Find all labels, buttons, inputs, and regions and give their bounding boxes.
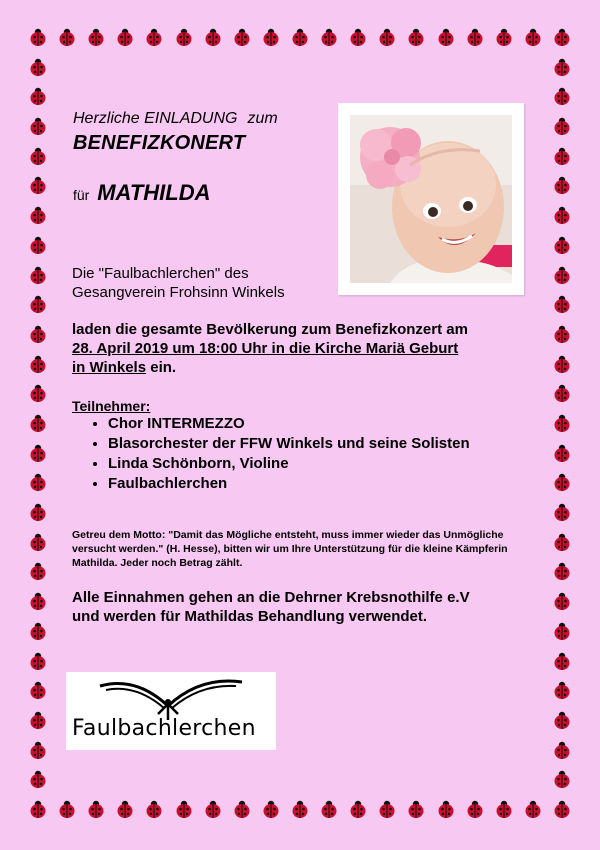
ladybug-icon xyxy=(552,710,572,730)
list-item: • Blasorchester der FFW Winkels und seine Solisten xyxy=(108,434,470,454)
invitation-text: Herzliche EINLADUNG xyxy=(73,110,238,127)
organizer-line-1: Die "Faulbachlerchen" des xyxy=(72,265,249,282)
ladybug-icon xyxy=(28,235,48,255)
ladybug-icon xyxy=(552,27,572,47)
ladybug-icon xyxy=(28,680,48,700)
ladybug-icon xyxy=(232,27,252,47)
ladybug-icon xyxy=(552,265,572,285)
photo-frame xyxy=(338,103,524,295)
ladybug-icon xyxy=(406,799,426,819)
ladybug-icon xyxy=(57,27,77,47)
child-photo xyxy=(350,115,512,283)
ladybug-icon xyxy=(552,383,572,403)
ladybug-icon xyxy=(203,799,223,819)
ladybug-icon xyxy=(28,383,48,403)
ladybug-icon xyxy=(261,27,281,47)
ladybug-icon xyxy=(465,27,485,47)
zum-text: zum xyxy=(247,110,278,127)
ladybug-icon xyxy=(494,799,514,819)
date-place-2: in Winkels xyxy=(72,359,147,376)
ladybug-icon xyxy=(174,799,194,819)
ladybug-icon xyxy=(28,561,48,581)
ladybug-icon xyxy=(174,27,194,47)
ladybug-icon xyxy=(28,621,48,641)
ladybug-icon xyxy=(261,799,281,819)
ladybug-icon xyxy=(552,354,572,374)
ladybug-icon xyxy=(465,799,485,819)
ladybug-icon xyxy=(28,769,48,789)
ladybug-icon xyxy=(523,799,543,819)
ladybug-icon xyxy=(552,443,572,463)
ladybug-icon xyxy=(86,27,106,47)
invitation-body xyxy=(72,320,532,377)
ladybug-icon xyxy=(552,86,572,106)
ladybug-icon xyxy=(552,532,572,552)
invitation-header xyxy=(73,110,278,155)
ladybug-icon xyxy=(552,235,572,255)
ladybug-icon xyxy=(406,27,426,47)
proceeds-line-2: und werden für Mathildas Behandlung verwendet. xyxy=(72,608,428,625)
ladybug-icon xyxy=(28,799,48,819)
ladybug-icon xyxy=(28,502,48,522)
ladybug-icon xyxy=(28,443,48,463)
organizer-line-2: Gesangverein Frohsinn Winkels xyxy=(72,284,285,301)
for-text: für xyxy=(73,187,90,203)
ladybug-icon xyxy=(552,472,572,492)
ladybug-icon xyxy=(552,591,572,611)
ladybug-icon xyxy=(57,799,77,819)
proceeds-block xyxy=(72,588,532,626)
motto-text: Getreu dem Motto: "Damit das Mögliche entsteht, muss immer wieder das Unmögliche versucht werden." (H. Hesse), bitten wir um Ihre Unterstützung für die kleine Kämpferin Mathilda. Jeder noch Betrag zählt. xyxy=(72,529,508,569)
ladybug-icon xyxy=(436,799,456,819)
ladybug-icon xyxy=(552,205,572,225)
ladybug-icon xyxy=(348,27,368,47)
ladybug-icon xyxy=(377,27,397,47)
ladybug-icon xyxy=(86,799,106,819)
ladybug-icon xyxy=(552,502,572,522)
ladybug-icon xyxy=(552,146,572,166)
ladybug-icon xyxy=(28,413,48,433)
ladybug-icon xyxy=(28,57,48,77)
ladybug-icon xyxy=(290,27,310,47)
invite-end: ein. xyxy=(146,359,177,376)
ladybug-icon xyxy=(28,591,48,611)
list-item: • Chor INTERMEZZO xyxy=(108,414,470,434)
ladybug-icon xyxy=(552,651,572,671)
ladybug-icon xyxy=(28,27,48,47)
proceeds-line-1: Alle Einnahmen gehen an die Dehrner Krebsnothilfe e.V xyxy=(72,589,470,606)
ladybug-icon xyxy=(28,354,48,374)
ladybug-icon xyxy=(552,116,572,136)
ladybug-icon xyxy=(28,265,48,285)
ladybug-icon xyxy=(552,799,572,819)
ladybug-icon xyxy=(552,57,572,77)
beneficiary-name: MATHILDA xyxy=(97,180,211,205)
ladybug-icon xyxy=(28,175,48,195)
ladybug-icon xyxy=(552,175,572,195)
ladybug-icon xyxy=(203,27,223,47)
ladybug-icon xyxy=(348,799,368,819)
ladybug-icon xyxy=(436,27,456,47)
ladybug-icon xyxy=(28,710,48,730)
list-item: • Faulbachlerchen xyxy=(108,474,470,494)
ladybug-icon xyxy=(28,532,48,552)
ladybug-icon xyxy=(552,680,572,700)
ladybug-icon xyxy=(28,86,48,106)
ladybug-icon xyxy=(28,146,48,166)
ladybug-icon xyxy=(28,116,48,136)
ladybug-icon xyxy=(28,651,48,671)
ladybug-icon xyxy=(290,799,310,819)
ladybug-icon xyxy=(144,27,164,47)
ladybug-icon xyxy=(319,799,339,819)
invitation-line xyxy=(73,110,278,128)
ladybug-icon xyxy=(28,472,48,492)
ladybug-icon xyxy=(552,324,572,344)
faulbachlerchen-logo xyxy=(66,672,276,750)
ladybug-icon xyxy=(552,740,572,760)
ladybug-icon xyxy=(494,27,514,47)
participants-list xyxy=(88,414,470,494)
ladybug-icon xyxy=(552,413,572,433)
ladybug-icon xyxy=(552,621,572,641)
ladybug-icon xyxy=(377,799,397,819)
participants-title: Teilnehmer: xyxy=(72,398,151,414)
ladybug-icon xyxy=(28,294,48,314)
ladybug-icon xyxy=(232,799,252,819)
ladybug-icon xyxy=(28,740,48,760)
for-line xyxy=(73,180,210,206)
logo-text: Faulbachlerchen xyxy=(72,716,256,741)
ladybug-icon xyxy=(319,27,339,47)
ladybug-icon xyxy=(115,799,135,819)
ladybug-icon xyxy=(552,561,572,581)
ladybug-icon xyxy=(552,294,572,314)
ladybug-icon xyxy=(28,324,48,344)
ladybug-icon xyxy=(144,799,164,819)
date-place-1: 28. April 2019 um 18:00 Uhr in die Kirche Mariä Geburt xyxy=(72,340,459,357)
ladybug-icon xyxy=(523,27,543,47)
ladybug-icon xyxy=(28,205,48,225)
ladybug-icon xyxy=(115,27,135,47)
list-item: • Linda Schönborn, Violine xyxy=(108,454,470,474)
invite-line-1: laden die gesamte Bevölkerung zum Benefizkonzert am xyxy=(72,321,468,338)
ladybug-icon xyxy=(552,769,572,789)
organizer-block xyxy=(72,264,285,302)
event-title: BENEFIZKONERT xyxy=(73,132,246,154)
